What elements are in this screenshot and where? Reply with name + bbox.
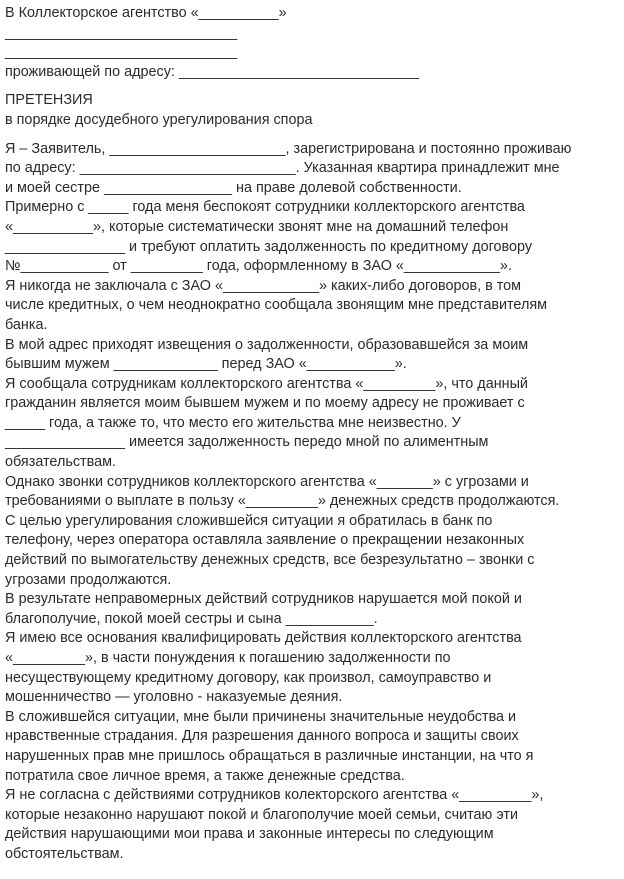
body-text-line: Однако звонки сотрудников коллекторского агентства «_______» с угрозами и	[5, 473, 529, 490]
body-text-line: по адресу: ___________________________. Указанная квартира принадлежит мне	[5, 160, 560, 177]
document-body	[5, 140, 624, 865]
body-text-line: В сложившейся ситуации, мне были причинены значительные неудобства и	[5, 708, 517, 725]
body-text-line: С целью урегулирования сложившейся ситуации я обратилась в банк по	[5, 512, 493, 529]
body-text-line: требованиями о выплате в пользу «_________» денежных средств продолжаются.	[5, 493, 560, 510]
sender-name-line-1: _____________________________	[5, 24, 238, 41]
body-text-line: несуществующему кредитному договору, как произвол, самоуправство и	[5, 669, 492, 686]
title-heading: ПРЕТЕНЗИЯ	[5, 92, 93, 109]
sender-address-line: проживающей по адресу: ______________________________	[5, 63, 419, 80]
body-text-line: _____ года, а также то, что место его жительства мне неизвестно. У	[5, 414, 461, 431]
body-text-line: мошенничество — уголовно - наказуемые деяния.	[5, 689, 343, 706]
body-text-line: нарушенных прав мне пришлось обращаться в различные инстанции, на что я	[5, 747, 534, 764]
body-text-line: Я никогда не заключала с ЗАО «____________» каких-либо договоров, в том	[5, 277, 522, 294]
body-text-line: Я сообщала сотрудникам коллекторского агентства «_________», что данный	[5, 375, 528, 392]
body-text-line: В мой адрес приходят извещения о задолженности, образовавшейся за моим	[5, 336, 529, 353]
body-text-line: банка.	[5, 316, 48, 333]
body-text-line: действий по вымогательству денежных средств, все безрезультатно – звонки с	[5, 552, 535, 569]
body-text-line: _______________ имеется задолженность передо мной по алиментным	[5, 434, 489, 451]
body-text-line: гражданин является моим бывшем мужем и по моему адресу не проживает с	[5, 395, 525, 412]
sender-name-line-2: _____________________________	[5, 44, 238, 61]
spacer	[5, 82, 624, 91]
body-text-line: В результате неправомерных действий сотрудников нарушается мой покой и	[5, 591, 522, 608]
body-text-line: потратила свое личное время, а также денежные средства.	[5, 767, 405, 784]
body-text-line: нравственные страдания. Для разрешения данного вопроса и защиты своих	[5, 728, 519, 745]
body-text-line: №___________ от _________ года, оформленному в ЗАО «____________».	[5, 258, 512, 275]
body-text-line: которые незаконно нарушают покой и благополучие моей семьи, считаю эти	[5, 806, 519, 823]
body-text-line: _______________ и требуют оплатить задолженность по кредитному договору	[5, 238, 533, 255]
body-text-line: действия нарушающими мои права и законные интересы по следующим	[5, 826, 494, 843]
body-text-line: «__________», которые систематически звонят мне на домашний телефон	[5, 218, 509, 235]
body-text-line: Я – Заявитель, ______________________, зарегистрирована и постоянно проживаю	[5, 140, 572, 157]
title-subheading: в порядке досудебного урегулирования спора	[5, 111, 313, 128]
addressee-line: В Коллекторское агентство «__________»	[5, 5, 287, 21]
spacer	[5, 131, 624, 140]
body-text-line: благополучие, покой моей сестры и сына ___________.	[5, 610, 378, 627]
body-text-line: обязательствам.	[5, 454, 117, 471]
body-text-line: Я имею все основания квалифицировать действия коллекторского агентства	[5, 630, 522, 647]
body-text-line: обстоятельствам.	[5, 845, 124, 862]
body-text-line: угрозами продолжаются.	[5, 571, 172, 588]
body-text-line: Примерно с _____ года меня беспокоят сотрудники коллекторского агентства	[5, 199, 525, 216]
body-text-line: Я не согласна с действиями сотрудников колекторского агентства «_________»,	[5, 787, 544, 804]
document-header	[5, 4, 624, 82]
body-text-line: телефону, через оператора оставляла заявление о прекращении незаконных	[5, 532, 525, 549]
body-text-line: бывшим мужем _____________ перед ЗАО «___________».	[5, 356, 407, 373]
body-text-line: и моей сестре ________________ на праве долевой собственности.	[5, 179, 462, 196]
document-title	[5, 91, 624, 130]
body-text-line: «_________», в части понуждения к погашению задолженности по	[5, 650, 451, 666]
body-text-line: числе кредитных, о чем неоднократно сообщала звонящим мне представителям	[5, 297, 548, 314]
